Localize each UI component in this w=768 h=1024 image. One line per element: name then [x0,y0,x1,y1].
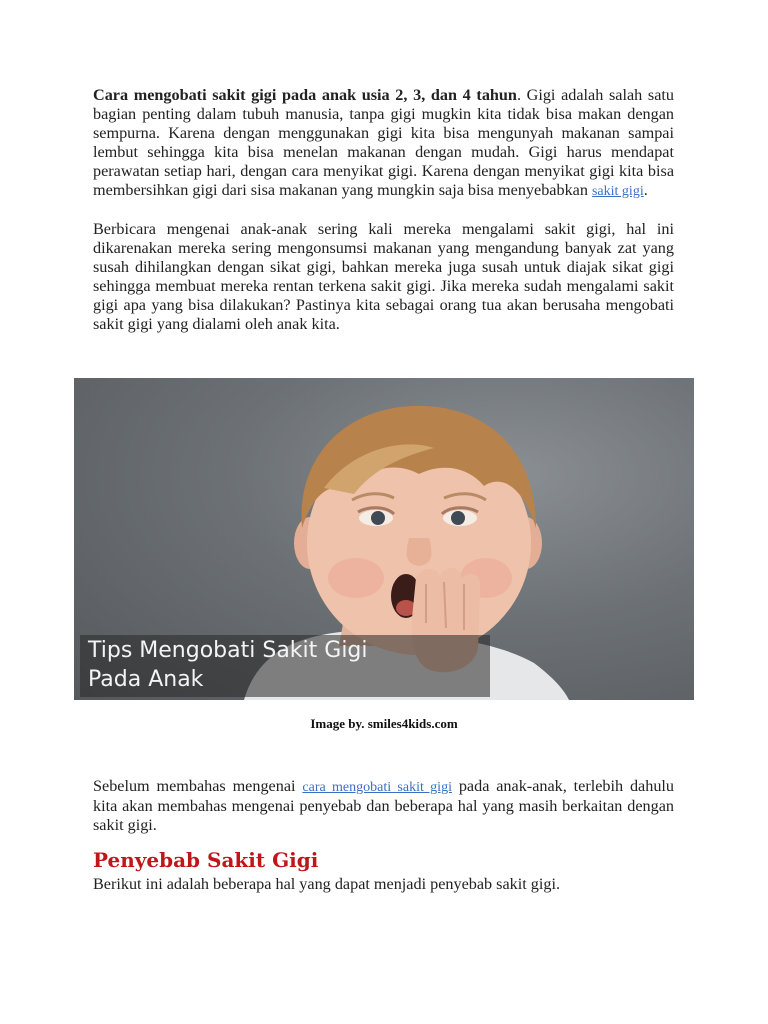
section-intro-block [93,875,674,894]
para3-after: pada anak-anak, terlebih dahulu kita akan membahas mengenai penyebab dan beberapa hal yang masih berkaitan dengan sakit gigi. [93,777,675,834]
third-paragraph [93,777,674,835]
intro-lead: Cara mengobati sakit gigi pada anak usia 2, 3, dan 4 tahun [93,86,517,104]
third-block [93,777,674,835]
link-cara-mengobati[interactable]: cara mengobati sakit gigi [302,780,452,795]
image-caption: Image by. smiles4kids.com [310,716,458,731]
second-paragraph: Berbicara mengenai anak-anak sering kali mereka mengalami sakit gigi, hal ini dikarenakan mereka sering mengonsumsi makanan yang mengandung banyak zat yang susah dihilangkan dengan sikat gigi, bahkan mereka juga susah untuk diajak sikat gigi sehingga membuat mereka rentan terkena sakit gigi. Jika mereka sudah mengalami sakit gigi apa yang bisa dilakukan? Pastinya kita sebagai orang tua akan berusaha mengobati sakit gigi yang dialami oleh anak kita. [93,220,674,333]
intro-text: . Gigi adalah salah satu bagian penting dalam tubuh manusia, tanpa gigi mugkin kita tidak bisa makan dengan sempurna. Karena dengan menggunakan gigi kita bisa mengunyah makanan sampai lembut sehingga kita bisa menelan makanan dengan mudah. Gigi harus mendapat perawatan setiap hari, dengan cara menyikat gigi. Karena dengan menyikat gigi kita bisa membersihkan gigi dari sisa makanan yang mungkin saja bisa menyebabkan [93,86,674,199]
article-image [74,378,694,700]
section-intro: Berikut ini adalah beberapa hal yang dapat menjadi penyebab sakit gigi. [93,875,561,893]
para3-before: Sebelum membahas mengenai [93,777,303,795]
link-sakit-gigi[interactable]: sakit gigi [591,184,644,199]
intro-end: . [643,181,648,199]
article-body [93,86,674,334]
overlay-title-line2: Pada Anak [88,667,204,692]
overlay-title-line1: Tips Mengobati Sakit Gigi [88,638,368,663]
intro-paragraph [93,86,674,201]
section-heading: Penyebab Sakit Gigi [93,848,319,872]
image-title-overlay [80,635,490,697]
